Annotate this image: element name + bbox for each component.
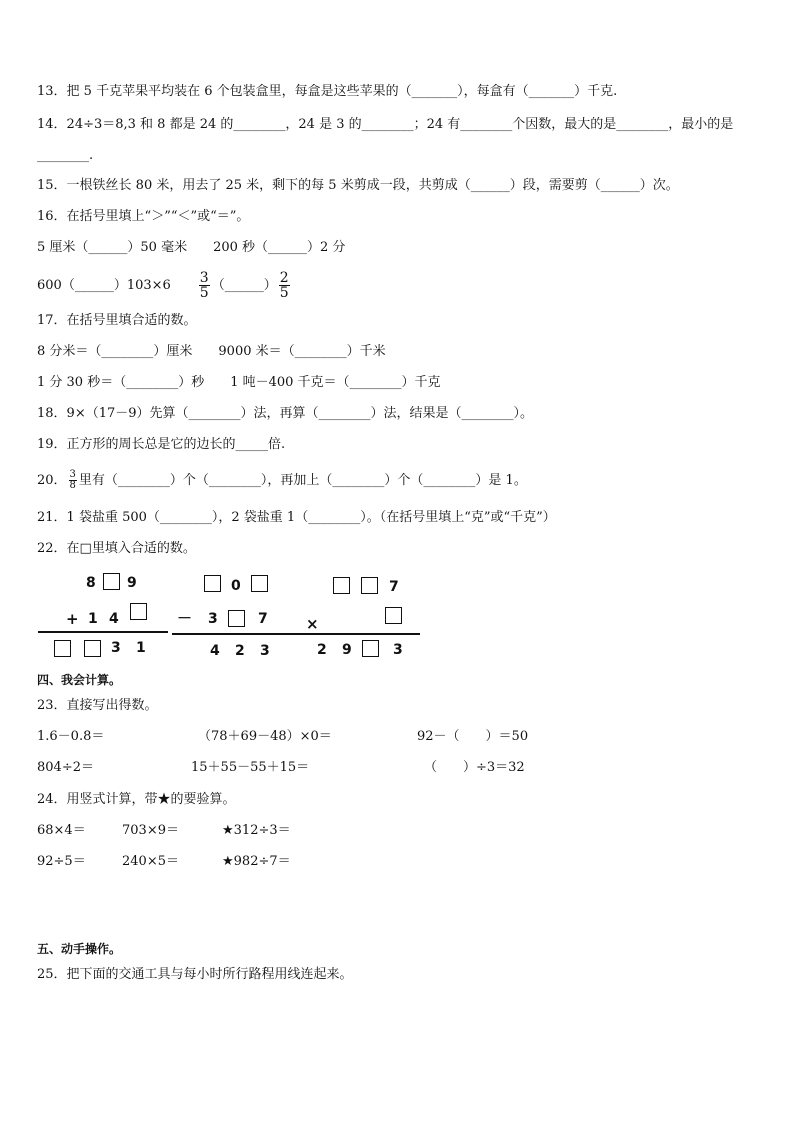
- blank-box[interactable]: [361, 577, 378, 594]
- blank-box[interactable]: [362, 640, 379, 657]
- question-24-title: 24．用竖式计算，带★的要验算。: [37, 792, 236, 807]
- calc-item: 92÷5＝: [37, 854, 86, 869]
- question-14: 14．24÷3＝8,3 和 8 都是 24 的________，24 是 3 的________；24 有________个因数，最大的是________，最小的是: [37, 117, 734, 132]
- question-20: 20． $\frac{3}{8}$ 里有（________）个（________），再加上（________）个（________）是 1。: [37, 469, 527, 491]
- blank-box[interactable]: [385, 607, 402, 624]
- calc-item: 804÷2＝: [37, 760, 94, 775]
- calc-item: ★312÷3＝: [222, 823, 291, 838]
- compare-blank: （______）: [211, 278, 277, 293]
- question-17-row-1: 8 分米＝（________）厘米 9000 米＝（________）千米: [37, 344, 386, 359]
- blank-box[interactable]: [103, 573, 120, 590]
- question-19: 19．正方形的周长总是它的边长的_____倍.: [37, 437, 286, 452]
- difference-line: [172, 633, 302, 635]
- calc-item: 703×9＝: [122, 823, 179, 838]
- question-17-title: 17．在括号里填合适的数。: [37, 313, 197, 328]
- blank-box[interactable]: [333, 577, 350, 594]
- blank-box[interactable]: [130, 603, 147, 620]
- fraction-3-8: $\frac{3}{8}$: [69, 469, 76, 491]
- calc-item: ★982÷7＝: [222, 854, 291, 869]
- question-23-title: 23．直接写出得数。: [37, 698, 158, 713]
- calc-item: 92－（ ）＝50: [417, 729, 529, 744]
- blank-box[interactable]: [84, 640, 101, 657]
- calc-item: （ ）÷3＝32: [424, 760, 525, 775]
- section-5-heading: 五、动手操作。: [37, 942, 122, 956]
- blank-box[interactable]: [251, 575, 268, 592]
- question-13: 13．把 5 千克苹果平均装在 6 个包装盒里，每盒是这些苹果的（_______），每盒有（_______）千克.: [37, 84, 618, 99]
- question-16-row-1: 5 厘米（______）50 毫米 200 秒（______）2 分: [37, 240, 346, 255]
- question-16-row-2: [37, 266, 292, 306]
- compare-left: 600（______）103×6: [37, 278, 171, 293]
- question-25: 25．把下面的交通工具与每小时所行路程用线连起来。: [37, 967, 353, 982]
- calc-item: 1.6－0.8＝: [37, 729, 105, 744]
- product-line: [302, 633, 420, 635]
- fraction-3-5: $\frac{3}{5}$: [199, 270, 209, 301]
- question-17-row-2: 1 分 30 秒＝（________）秒 1 吨－400 千克＝（________）千克: [37, 375, 441, 390]
- sum-line: [38, 631, 168, 633]
- calc-item: 15＋55－55＋15＝: [191, 760, 310, 775]
- section-4-heading: 四、我会计算。: [37, 673, 122, 687]
- question-21: 21．1 袋盐重 500（________），2 袋盐重 1（________）。（在括号里填上“克”或“千克”）: [37, 510, 556, 525]
- fraction-2-5: $\frac{2}{5}$: [279, 270, 289, 301]
- calc-item: 240×5＝: [122, 854, 179, 869]
- question-18: 18．9×（17－9）先算（________）法，再算（________）法，结果是（________）。: [37, 406, 534, 421]
- question-15: 15．一根铁丝长 80 米，用去了 25 米，剩下的每 5 米剪成一段，共剪成（______）段，需要剪（______）次。: [37, 178, 679, 193]
- blank-box[interactable]: [54, 640, 71, 657]
- question-16-title: 16．在括号里填上“＞”“＜”或“＝”。: [37, 209, 250, 224]
- question-22-title: 22．在□里填入合适的数。: [37, 541, 196, 556]
- calc-item: （78＋69－48）×0＝: [198, 729, 332, 744]
- question-14-continued: ________.: [37, 148, 94, 163]
- blank-box[interactable]: [204, 575, 221, 592]
- calc-item: 68×4＝: [37, 823, 86, 838]
- blank-box[interactable]: [228, 610, 245, 627]
